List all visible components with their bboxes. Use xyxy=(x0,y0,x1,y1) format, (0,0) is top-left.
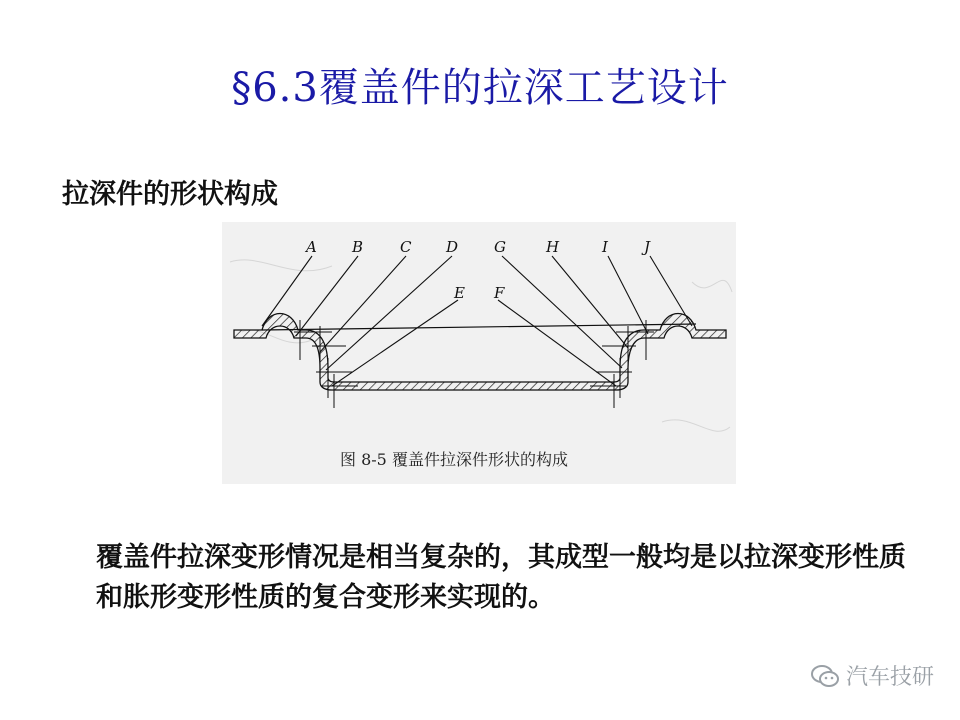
label-j: J xyxy=(644,238,651,256)
label-e: E xyxy=(454,284,465,302)
watermark-text: 汽车技研 xyxy=(845,665,934,690)
cross-section-drawing xyxy=(222,222,736,484)
label-d: D xyxy=(446,238,459,256)
drawing-figure xyxy=(222,222,736,484)
label-f: F xyxy=(494,284,505,302)
figure-caption: 图 8-5 覆盖件拉深件形状的构成 xyxy=(340,450,568,469)
label-c: C xyxy=(400,238,412,256)
watermark xyxy=(810,660,934,691)
label-i: I xyxy=(602,238,608,256)
slide-subtitle: 拉深件的形状构成 xyxy=(62,179,278,210)
label-a: A xyxy=(306,238,317,256)
slide-title: §6.3覆盖件的拉深工艺设计 xyxy=(231,65,729,111)
label-h: H xyxy=(546,238,560,256)
wechat-icon xyxy=(810,663,840,689)
label-g: G xyxy=(494,238,506,256)
label-b: B xyxy=(352,238,364,256)
slide-body-text: 覆盖件拉深变形情况是相当复杂的，其成型一般均是以拉深变形性质和胀形变形性质的复合变形来实现的。 xyxy=(96,542,906,613)
